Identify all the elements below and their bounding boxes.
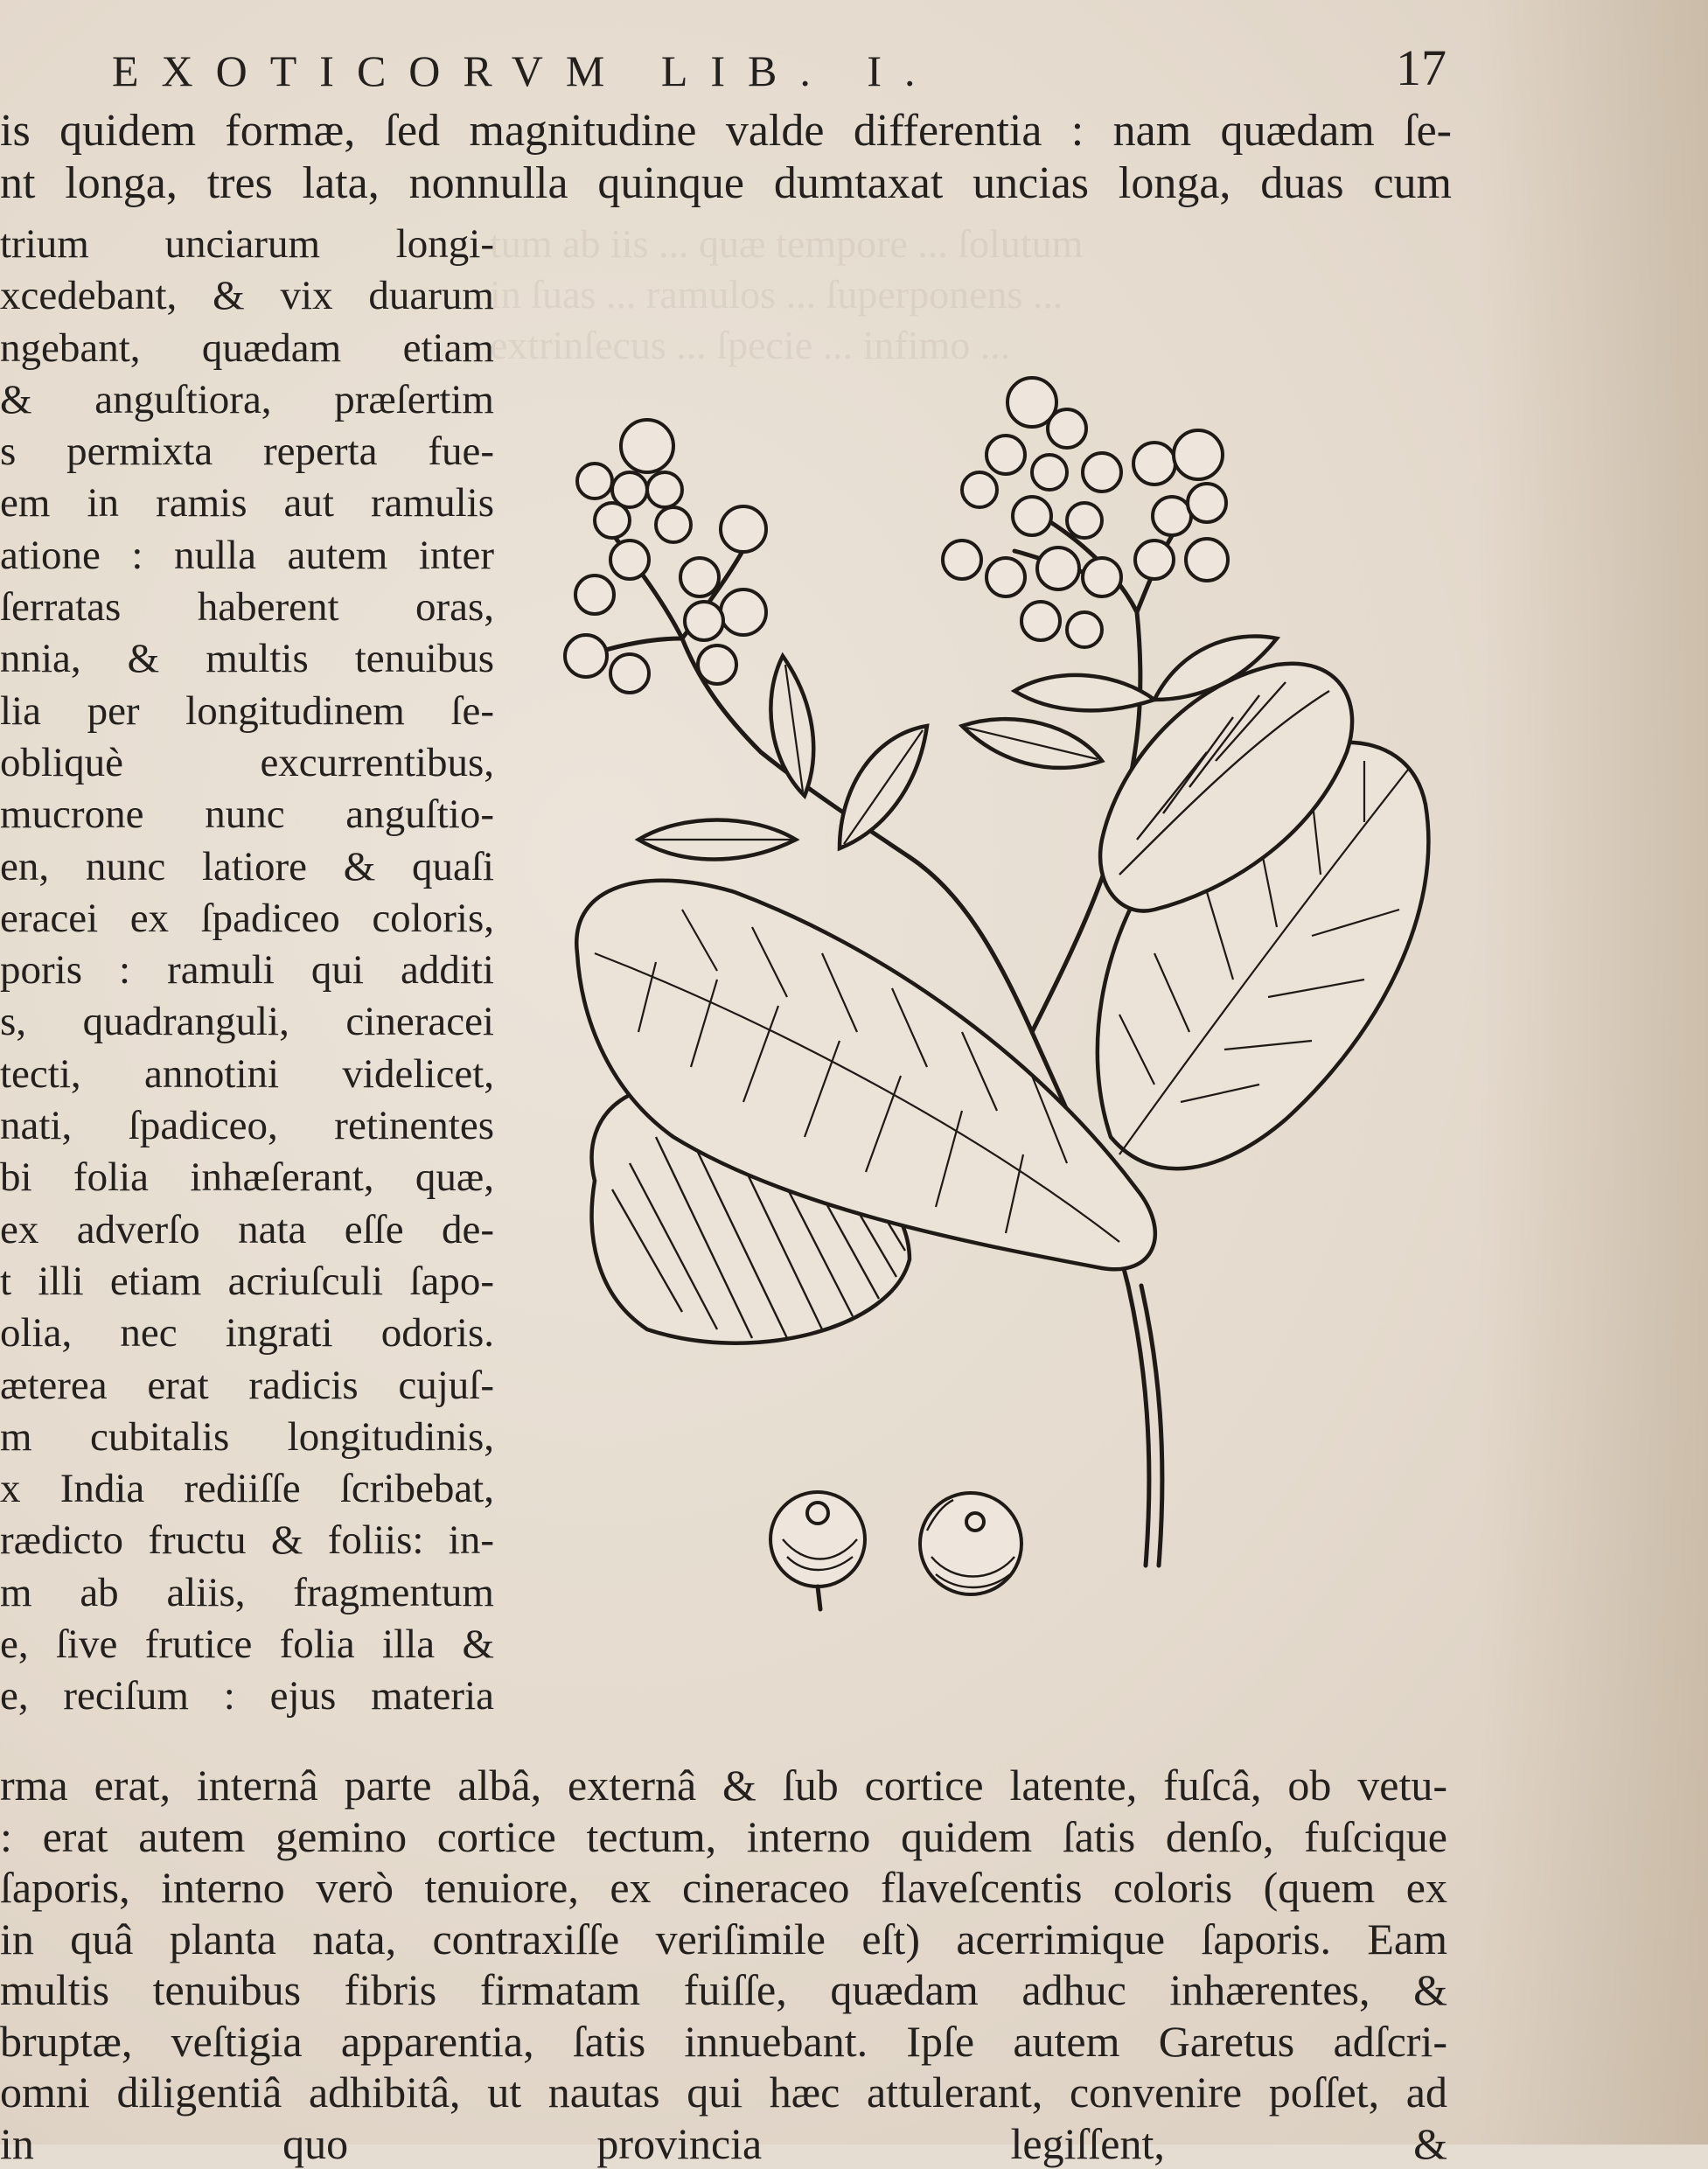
show-through-line: tum ab iis ... quæ tempore ... ſolutum	[490, 219, 1478, 269]
text-line: & anguſtiora, præſertim	[0, 374, 494, 426]
text-line: nnia, & multis tenuibus	[0, 633, 494, 685]
show-through-line: extrinſecus ... ſpecie ... infimo ...	[490, 320, 1478, 371]
woodcut-illustration	[542, 350, 1452, 1662]
text-line: m ab aliis, fragmentum	[0, 1567, 494, 1619]
text-line: olia, nec ingrati odoris.	[0, 1308, 494, 1359]
text-line: bi folia inhæſerant, quæ,	[0, 1152, 494, 1203]
text-line: mucrone nunc anguſtio-	[0, 789, 494, 840]
text-line: rædicto fructu & foliis: in-	[0, 1515, 494, 1566]
show-through-line: in ſuas ... ramulos ... ſuperponens ...	[490, 269, 1478, 320]
text-line: x India rediiſſe ſcribebat,	[0, 1463, 494, 1515]
text-line: ngebant, quædam etiam	[0, 323, 494, 374]
text-line: trium unciarum longi-	[0, 219, 494, 270]
text-line: omni diligentiâ adhibitâ, ut nautas qui hæc attulerant, convenire poſſet, ad	[0, 2067, 1447, 2118]
text-line: s permixta reperta fue-	[0, 426, 494, 478]
text-line: bruptæ, veſtigia apparentia, ſatis innuebant. Ipſe autem Garetus adſcri-	[0, 2016, 1447, 2068]
page-number: 17	[1396, 38, 1447, 97]
text-line: eracei ex ſpadiceo coloris,	[0, 893, 494, 945]
text-line: atione : nulla autem inter	[0, 530, 494, 582]
page-edge-shadow	[1478, 0, 1708, 2145]
text-line: : erat autem gemino cortice tectum, interno quidem ſatis denſo, fuſcique	[0, 1811, 1447, 1863]
text-line: æterea erat radicis cujuſ-	[0, 1360, 494, 1412]
fruit-detail	[770, 1492, 1021, 1609]
text-line: in quo provincia legiſſent, &	[0, 2118, 1447, 2169]
text-line: e, ſive frutice folia illa &	[0, 1619, 494, 1670]
text-line: multis tenuibus fibris firmatam fuiſſe, quædam adhuc inhærentes, &	[0, 1964, 1447, 2016]
text-line: poris : ramuli qui additi	[0, 945, 494, 996]
show-through-text	[490, 219, 1478, 371]
text-line: lia per longitudinem ſe-	[0, 686, 494, 737]
text-line: is quidem formæ, ſed magnitudine valde differentia : nam quædam ſe-	[0, 105, 1452, 157]
left-berry-cluster	[565, 420, 766, 693]
text-line: rma erat, internâ parte albâ, externâ & ſub cortice latente, fuſcâ, ob vetu-	[0, 1760, 1447, 1811]
text-line: m cubitalis longitudinis,	[0, 1412, 494, 1463]
text-line: t illi etiam acriuſculi ſapo-	[0, 1256, 494, 1308]
text-line: s, quadranguli, cineracei	[0, 996, 494, 1048]
text-line: in quâ planta nata, contraxiſſe veriſimile eſt) acerrimique ſaporis. Eam	[0, 1914, 1447, 1965]
left-column-text	[0, 219, 494, 1723]
running-head: EXOTICORVM LIB. I.	[112, 45, 938, 96]
text-line: ex adverſo nata eſſe de-	[0, 1204, 494, 1256]
text-line: xcedebant, & vix duarum	[0, 270, 494, 322]
text-line: en, nunc latiore & quaſi	[0, 841, 494, 893]
text-line: nati, ſpadiceo, retinentes	[0, 1100, 494, 1152]
text-line: tecti, annotini videlicet,	[0, 1049, 494, 1100]
text-line: nt longa, tres lata, nonnulla quinque dumtaxat uncias longa, duas cum	[0, 157, 1452, 210]
right-berry-cluster	[943, 378, 1228, 647]
text-line: obliquè excurrentibus,	[0, 737, 494, 789]
text-line: ſerratas haberent oras,	[0, 582, 494, 633]
woodcut-branch-svg	[542, 350, 1452, 1662]
bottom-paragraph	[0, 1760, 1447, 2169]
top-paragraph	[0, 105, 1452, 210]
text-line: ſaporis, interno verò tenuiore, ex cineraceo flaveſcentis coloris (quem ex	[0, 1862, 1447, 1914]
text-line: em in ramis aut ramulis	[0, 478, 494, 529]
text-line: e, reciſum : ejus materia	[0, 1670, 494, 1722]
